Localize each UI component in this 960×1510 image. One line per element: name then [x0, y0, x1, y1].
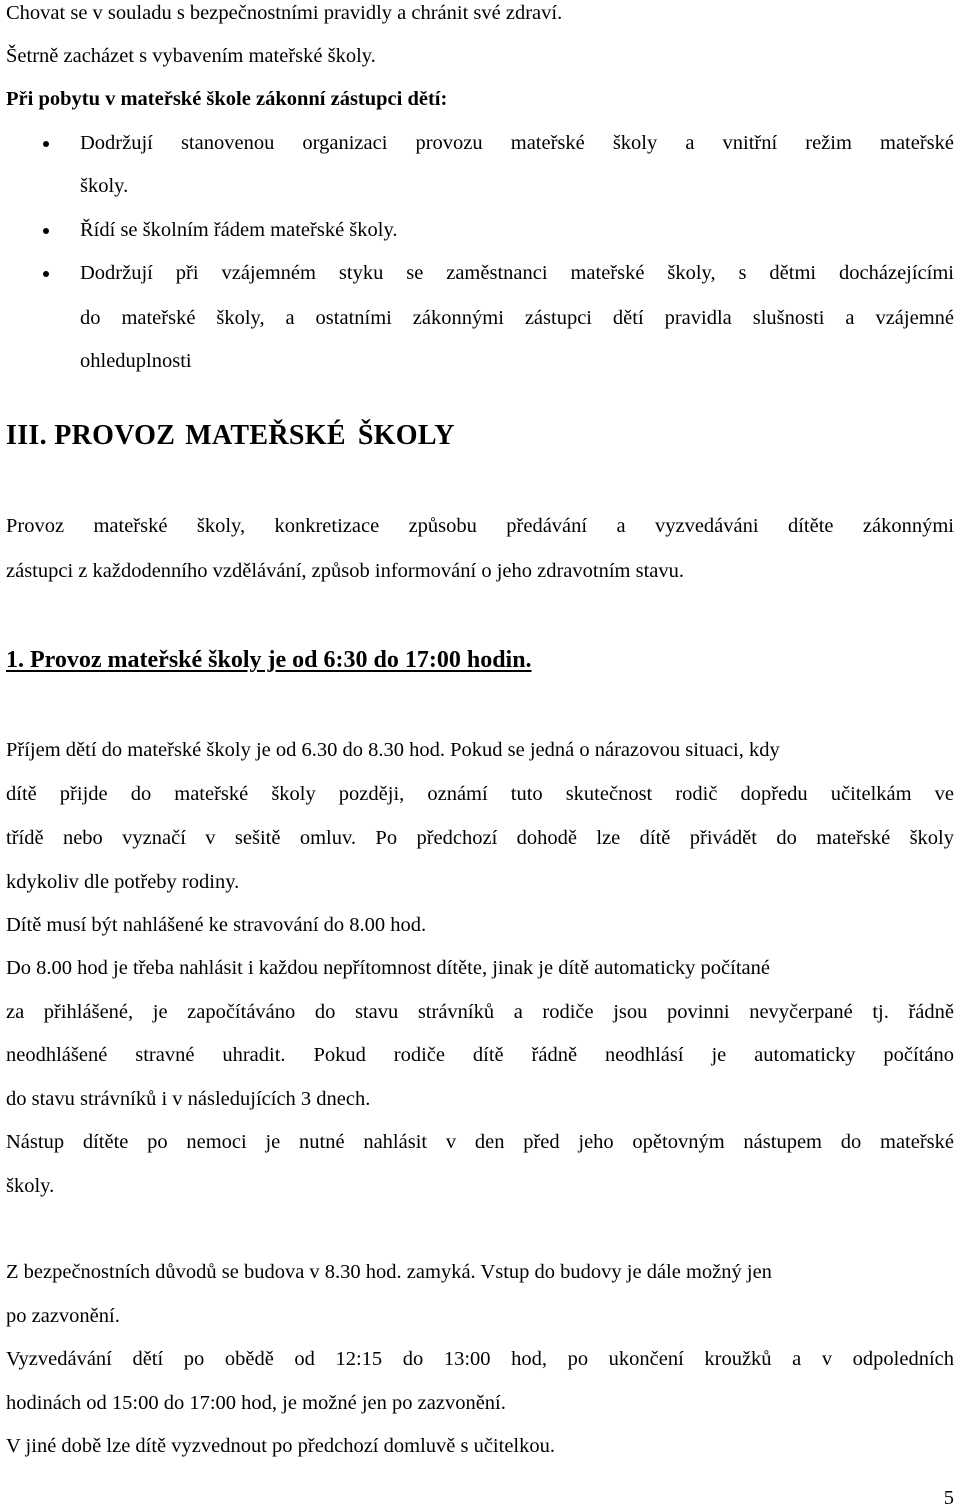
text-line: Provoz mateřské školy, konkretizace způsobu předávání a vyzvedáváni dítěte zákonnými: [6, 515, 954, 537]
section-title-word: MATEŘSKÉ: [185, 420, 346, 451]
bullet-icon: [43, 228, 49, 234]
bullet-item-line: Dodržují stanovenou organizaci provozu mateřské školy a vnitřní režim mateřské: [80, 132, 954, 154]
text-line: hodinách od 15:00 do 17:00 hod, je možné jen po zazvonění.: [6, 1392, 506, 1414]
text-line: V jiné době lze dítě vyzvednout po předchozí domluvě s učitelkou.: [6, 1435, 555, 1457]
text-line: do stavu strávníků i v následujících 3 dnech.: [6, 1088, 371, 1110]
text-line: Nástup dítěte po nemoci je nutné nahlásit v den před jeho opětovným nástupem do mateřské: [6, 1131, 954, 1153]
section-title-word: ŠKOLY: [357, 420, 455, 451]
text-line: za přihlášené, je započítáváno do stavu strávníků a rodiče jsou povinni nevyčerpané tj. řádně: [6, 1001, 954, 1023]
operating-hours-heading: 1. Provoz mateřské školy je od 6:30 do 17:00 hodin.: [6, 647, 532, 673]
bullet-item-line: školy.: [80, 175, 129, 197]
text-line: Z bezpečnostních důvodů se budova v 8.30 hod. zamyká. Vstup do budovy je dále možný jen: [6, 1261, 772, 1283]
text-line: Do 8.00 hod je třeba nahlásit i každou nepřítomnost dítěte, jinak je dítě automaticky počítané: [6, 957, 770, 979]
bullet-item-line: do mateřské školy, a ostatními zákonnými zástupci dětí pravidla slušnosti a vzájemné: [80, 307, 954, 329]
text-line: neodhlášené stravné uhradit. Pokud rodiče dítě řádně neodhlásí je automaticky počítáno: [6, 1044, 954, 1066]
bullet-item-line: Dodržují při vzájemném styku se zaměstnanci mateřské školy, s dětmi docházejícími: [80, 262, 954, 284]
text-line: Chovat se v souladu s bezpečnostními pravidly a chránit své zdraví.: [6, 2, 563, 24]
text-line: po zazvonění.: [6, 1305, 120, 1327]
bullet-icon: [43, 141, 49, 147]
text-line: školy.: [6, 1175, 55, 1197]
bullet-item-line: ohleduplnosti: [80, 350, 192, 372]
text-line: Šetrně zacházet s vybavením mateřské školy.: [6, 45, 376, 67]
parents-heading: Při pobytu v mateřské škole zákonní zástupci dětí:: [6, 88, 448, 110]
section-heading: [6, 419, 455, 453]
text-line: zástupci z každodenního vzdělávání, způsob informování o jeho zdravotním stavu.: [6, 560, 685, 582]
bullet-icon: [43, 271, 49, 277]
page-number: 5: [943, 1487, 954, 1509]
text-line: dítě přijde do mateřské školy později, oznámí tuto skutečnost rodič dopředu učitelkám ve: [6, 783, 954, 805]
text-line: třídě nebo vyznačí v sešitě omluv. Po předchozí dohodě lze dítě přivádět do mateřské školy: [6, 827, 954, 849]
text-line: kdykoliv dle potřeby rodiny.: [6, 871, 240, 893]
section-title-word: PROVOZ: [54, 420, 176, 451]
text-line: Vyzvedávání dětí po obědě od 12:15 do 13:00 hod, po ukončení kroužků a v odpoledních: [6, 1348, 954, 1370]
section-number: III.: [6, 420, 47, 451]
text-line: Dítě musí být nahlášené ke stravování do 8.00 hod.: [6, 914, 427, 936]
bullet-item-line: Řídí se školním řádem mateřské školy.: [80, 219, 398, 241]
text-line: Příjem dětí do mateřské školy je od 6.30 do 8.30 hod. Pokud se jedná o nárazovou situaci, kdy: [6, 739, 780, 761]
